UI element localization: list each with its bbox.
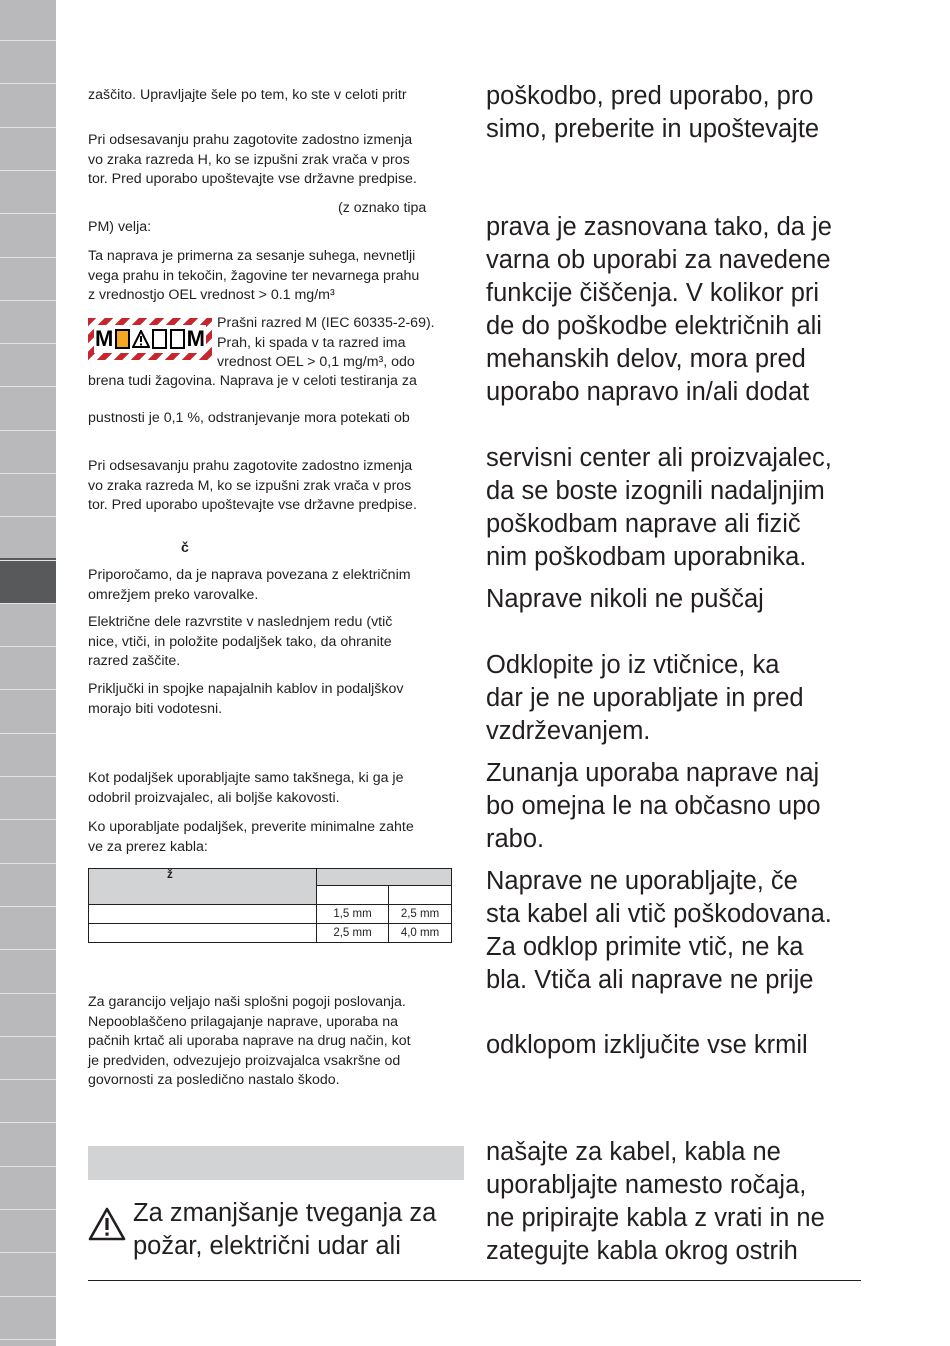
line: funkcije čiščenja. V kolikor pri (486, 279, 820, 307)
warning-triangle-icon (132, 330, 150, 348)
sidebar-tab-divider (0, 1166, 56, 1167)
line: Kot podaljšek uporabljajte samo takšnega, ki ga je (88, 770, 404, 786)
right-block-1 (486, 80, 886, 146)
line: uporabo napravo in/ali dodat (486, 378, 810, 406)
left-paragraph-7 (88, 457, 468, 516)
line: nim poškodbam uporabnika. (486, 543, 807, 571)
line: Priporočamo, da je naprava povezana z električnim (88, 567, 411, 583)
line: Priključki in spojke napajalnih kablov in podaljškov (88, 681, 404, 697)
hazard-box-icon (115, 329, 130, 349)
left-paragraph-1: zaščito. Upravljajte šele po tem, ko ste v celoti pritr (88, 87, 407, 103)
left-paragraph-2 (88, 131, 468, 190)
sidebar-tab-divider (0, 127, 56, 128)
sidebar-tab-divider (0, 603, 56, 604)
line: Za garancijo veljajo naši splošni pogoji poslovanja. (88, 994, 406, 1010)
line: mehanskih delov, mora pred (486, 345, 806, 373)
table-cell (89, 924, 317, 943)
bottom-rule (88, 1280, 861, 1281)
sidebar-tab-divider (0, 733, 56, 734)
warranty-paragraph (88, 993, 468, 1091)
line: Zunanja uporaba naprave naj (486, 759, 820, 787)
sidebar-tab-divider (0, 1122, 56, 1123)
table-row (89, 905, 452, 924)
line: de do poškodbe električnih ali (486, 312, 822, 340)
line: vzdrževanjem. (486, 717, 651, 745)
line: z vrednostjo OEL vrednost > 0.1 mg/m³ (88, 287, 335, 303)
book-icon (152, 329, 167, 349)
line: požar, električni udar ali (133, 1232, 401, 1260)
line: Prah, ki spada v ta razred ima (217, 334, 406, 351)
dust-class-letter: M (186, 326, 205, 351)
dust-class-text-continued: brena tudi žagovina. Naprava je v celoti testiranja za (88, 373, 417, 389)
dust-class-text (217, 314, 467, 373)
left-paragraph-9 (88, 613, 468, 672)
left-paragraph-4 (88, 247, 468, 306)
line: Naprave ne uporabljajte, če (486, 867, 798, 895)
line: Za odklop primite vtič, ne ka (486, 933, 804, 961)
line: je predviden, odvezujejo proizvajalca vsakršne od (88, 1052, 401, 1069)
type-label-continued: PM) velja: (88, 219, 152, 235)
line: nice, vtiči, in položite podaljšek tako, da ohranite (88, 633, 392, 650)
right-block-5 (486, 649, 886, 748)
right-block-2 (486, 211, 886, 409)
right-block-6 (486, 757, 886, 856)
table-cell: 4,0 mm (389, 924, 452, 943)
sidebar-tab-divider (0, 213, 56, 214)
sidebar-tab-divider (0, 863, 56, 864)
sidebar-tab-divider (0, 430, 56, 431)
sidebar-tab-divider (0, 516, 56, 517)
right-block-4: Naprave nikoli ne puščaj (486, 585, 764, 613)
line: morajo biti vodotesni. (88, 700, 223, 717)
line: Pri odsesavanju prahu zagotovite zadostno izmenja (88, 132, 413, 148)
table-cell: 1,5 mm (317, 905, 389, 924)
table-row (89, 924, 452, 943)
line: Ko uporabljate podaljšek, preverite minimalne zahte (88, 819, 414, 835)
line: uporabljajte namesto ročaja, (486, 1171, 807, 1199)
line: poškodbam naprave ali fizič (486, 510, 801, 538)
sidebar-tab-divider (0, 906, 56, 907)
line: ne pripirajte kabla z vrati in ne (486, 1204, 825, 1232)
sidebar-tab-divider (0, 170, 56, 171)
left-paragraph-12 (88, 818, 468, 857)
line: odobril proizvajalec, ali boljše kakovosti. (88, 789, 340, 806)
left-paragraph-8 (88, 566, 468, 605)
line: Električne dele razvrstite v naslednjem redu (vtič (88, 614, 393, 630)
info-icon (170, 329, 185, 349)
line: simo, preberite in upoštevajte (486, 115, 820, 143)
line: da se boste izognili nadaljnjim (486, 477, 825, 505)
section-heading-fragment: č (181, 540, 189, 556)
table-header-cell (317, 886, 389, 905)
cable-cross-section-table (88, 868, 452, 943)
sidebar-tab-divider (0, 776, 56, 777)
line: ve za prerez kabla: (88, 838, 208, 855)
sidebar-tab-divider (0, 40, 56, 41)
line: razred zaščite. (88, 653, 181, 669)
line: prava je zasnovana tako, da je (486, 213, 832, 241)
sidebar-tab-divider (0, 1339, 56, 1340)
line: dar je ne uporabljate in pred (486, 684, 804, 712)
warning-triangle-icon (88, 1207, 126, 1241)
sidebar-tab-divider (0, 1036, 56, 1037)
line: Pri odsesavanju prahu zagotovite zadostno izmenja (88, 458, 413, 474)
line: Nepooblaščeno prilagajanje naprave, uporaba na (88, 1013, 398, 1030)
line: tor. Pred uporabo upoštevajte vse državne predpise. (88, 497, 417, 513)
line: tor. Pred uporabo upoštevajte vse državne predpise. (88, 171, 417, 187)
line: bo omejna le na občasno upo (486, 792, 821, 820)
type-label-fragment: (z oznako tipa (338, 200, 427, 216)
table-header-cell (389, 886, 452, 905)
warning-text (133, 1197, 468, 1263)
thumb-index-sidebar (0, 0, 56, 1346)
sidebar-tab-divider (0, 343, 56, 344)
table-cell: 2,5 mm (389, 905, 452, 924)
line: poškodbo, pred uporabo, pro (486, 82, 814, 110)
sidebar-tab-divider (0, 1252, 56, 1253)
line: sta kabel ali vtič poškodovana. (486, 900, 832, 928)
line: našajte za kabel, kabla ne (486, 1138, 781, 1166)
line: Ta naprava je primerna za sesanje suhega, nevnetlji (88, 248, 416, 264)
line: vrednost OEL > 0,1 mg/m³, odo (217, 354, 415, 370)
table-cell (89, 905, 317, 924)
line: vo zraka razreda M, ko se izpušni zrak vrača v pros (88, 477, 412, 494)
left-paragraph-6: pustnosti je 0,1 %, odstranjevanje mora potekati ob (88, 410, 410, 426)
active-language-tab (0, 558, 56, 603)
line: bla. Vtiča ali naprave ne prije (486, 966, 814, 994)
sidebar-tab-divider (0, 386, 56, 387)
table-header-cell: ž (89, 869, 317, 905)
line: pačnih krtač ali uporaba naprave na drug način, kot (88, 1033, 411, 1049)
sidebar-tab-divider (0, 1296, 56, 1297)
sidebar-tab-divider (0, 1209, 56, 1210)
right-block-9 (486, 1136, 886, 1268)
sidebar-tab-divider (0, 689, 56, 690)
dust-class-m-sign (88, 318, 212, 360)
sidebar-tab-divider (0, 949, 56, 950)
line: servisni center ali proizvajalec, (486, 444, 832, 472)
table-cell: 2,5 mm (317, 924, 389, 943)
section-header-bar (88, 1146, 464, 1180)
right-block-3 (486, 442, 886, 574)
right-block-8: odklopom izključite vse krmil (486, 1031, 808, 1059)
sidebar-tab-divider (0, 560, 56, 561)
line: varna ob uporabi za navedene (486, 246, 831, 274)
line: omrežjem preko varovalke. (88, 586, 259, 603)
line: rabo. (486, 825, 545, 853)
line: Za zmanjšanje tveganja za (133, 1199, 437, 1227)
sidebar-tab-divider (0, 83, 56, 84)
table-header-cell (317, 869, 452, 886)
right-block-7 (486, 865, 886, 997)
line: Prašni razred M (IEC 60335-2-69). (217, 315, 435, 331)
sidebar-tab-divider (0, 473, 56, 474)
sidebar-tab-divider (0, 257, 56, 258)
dust-class-letter: M (95, 326, 114, 351)
line: vega prahu in tekočin, žagovine ter nevarnega prahu (88, 267, 420, 284)
sidebar-tab-divider (0, 1079, 56, 1080)
line: Odklopite jo iz vtičnice, ka (486, 651, 780, 679)
sidebar-tab-divider (0, 993, 56, 994)
left-paragraph-10 (88, 680, 468, 719)
line: zategujte kabla okrog ostrih (486, 1237, 798, 1265)
sidebar-tab-divider (0, 646, 56, 647)
line: govornosti za posledično nastalo škodo. (88, 1072, 340, 1088)
sidebar-tab-divider (0, 819, 56, 820)
sidebar-tab-divider (0, 300, 56, 301)
line: vo zraka razreda H, ko se izpušni zrak vrača v pros (88, 151, 410, 168)
left-paragraph-11 (88, 769, 468, 808)
